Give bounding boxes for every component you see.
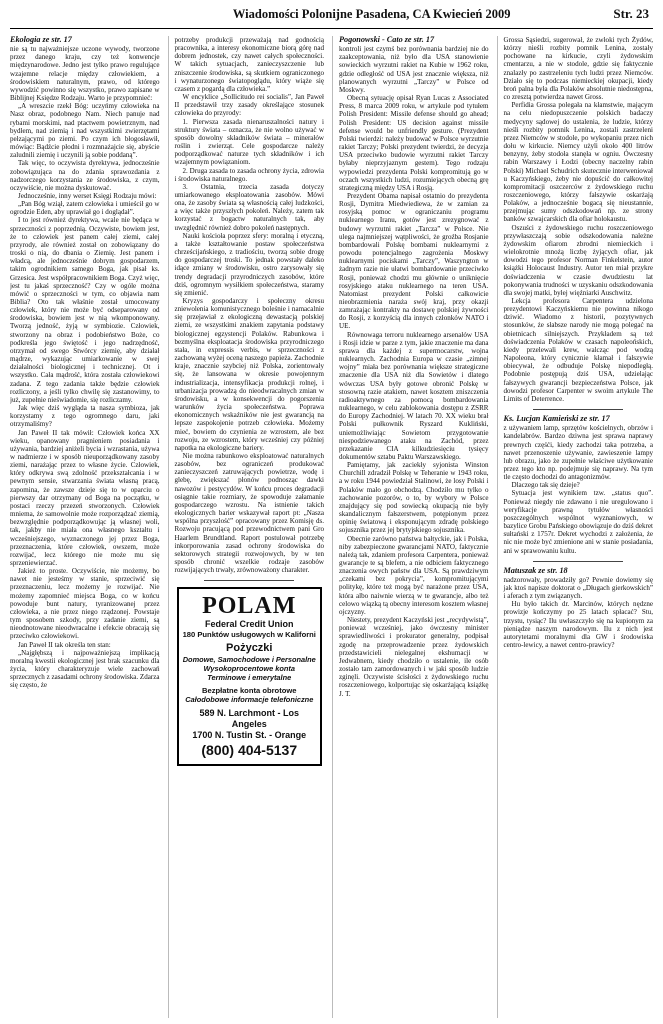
page-header — [10, 6, 653, 29]
ad-address: 589 N. Larchmont - Los Angeles — [199, 708, 300, 730]
article-title-pogonowski: Pogonowski - Cato ze str. 17 — [339, 36, 435, 44]
paragraph: z używaniem lamp, sprzętów kościelnych, obrzów i kandelabrów. Bardzo dziwna jest sprawa naprawy prewnych częśći, kiedy zachodzi taka potrzeba, a nawet przenoszenie używanie, zawieszenie lampy lub obrazu, jako że zupełnie właściwe użytkowanie przez tego kto np. podejmuje się naprawy. Na tym tle często dochodzi do antagonizmów. — [503, 424, 653, 482]
column-1 — [10, 36, 160, 1018]
paragraph: Jak więc dziś wygląda ta nasza symbioza, jak korzystamy z tego ogromnego daru, jaki otrzymaliśmy? — [10, 404, 160, 429]
ad-line: Całodobowe informacje telefoniczne — [185, 695, 314, 705]
ad-line: Domowe, Samochodowe i Personalne — [182, 654, 316, 664]
article-title-ekologia: Ekologia ze str. 17 — [10, 36, 72, 44]
separator — [204, 580, 294, 581]
paragraph: Jan Paweł II tak określa ten stan: — [18, 640, 111, 649]
paragraph: 2. Druga zasada to zasada ochrony życia, zdrowia i środowiska naturalnego. — [174, 166, 324, 183]
ad-line: Wysokoprocentowe konta — [203, 663, 295, 673]
page-number: Str. 23 — [613, 6, 649, 21]
paragraph: Obecną sytuację opisał Ryan Lucas z Associated Press, 8 marca 2009 roku, w artykule pod tytułem Polish President: Missile defense should go ahead; Polish President: US decision against missile defense would be unfriendly gesture. (Prezydent Polski twierdzi: należy budować w Polsce wyrzutnie rakiet Tarczy; Polski prezydent twierdzi, że decyzja USA przeciwko budowie wyrzutni rakiet Tarczy byłaby nieprzyjaznym gestem). Tego rodzaju wypowiedzi prezydenta Polski kompromitują go w oczach wszystkich ludzi, rozumiejących obecną grę strategiczną między USA i Rosją. — [339, 94, 489, 192]
paragraph: Oszuści z żydowskiego ruchu roszczeniowego przywłaszczają sobie odszkodowania należne żydowskim ofiarom zbrodni niemieckich i wielokrotnie mnożą liczbę żyjących ofiar, jak dowodzi tego profesor Norman Finkelstein, autor książki Holocaust Industry. Autor ten miał przykre doświadczenia w czasie dwudziestu lat pokonywania trudności w uzyskaniu odszkodowania dla swojej matki, byłej więźniarki Auschwitz. — [503, 223, 653, 297]
paragraph: Prezydent Obama napisał ostatnio do prezydenta Rosji, Dymitra Miedwiediewa, że w zamian za rosyjską pomoc w ograniczaniu programu nuklearnego Iranu, gotów jest zrezygnować z budowy wyrzutni rakiet „Tarcza” w Polsce. Nie ulega najmniejszej wątpliwości, że groźba Rosjanie bombardowali Polskę bombami nuklearnymi z powodu potencjalnego zagrożenia Moskwy nuklearnymi pociskami „Tarczy”, Waszyngton w żadnym razie nie ułatwi bombardowanie przeciwko Rosji, ponieważ chodzi mu głównie o uniknięcie rosyjskiego ataku nuklearnego na teren USA. Natomiast prezydent Polski całkowicie nieobrazmienia naraża swój kraj, przy okazji zamrażając kontrakty na dostawę polskiej żywności do Rosji, z korzyścią dla innych członków NATO i UE. — [339, 191, 489, 331]
paragraph: „Pan Bóg wziął, zatem człowieka i umieścił go w ogrodzie Eden, aby uprawiał go i doglądał”. — [10, 200, 160, 217]
separator — [533, 409, 623, 410]
paragraph: 1. Pierwsza zasada nienaruszalności natury i struktury świata – oznacza, że nie wolno używać w sposób dowolny składników świata – minerałów roślin i zwierząt. Cele gospodarcze należy podporządkować naturze tych składników i ich wzajemnym powiązaniom. — [174, 117, 324, 167]
paragraph: Grossa Sąsiedzi, sugerował, że zwłoki tych Żydów, którzy nieśli rozbity pomnik Lenina, zostały pochowane na kirkucie, czyli żydowskim cmentarzu, a nie w stodole, gdzie się faktycznie znalazły po zastrzeleniu tych ludzi przez Niemców. Działo się to podczas niemieckiej okupacji, kiedy broń palna była dla Polaków absolutnie niedostępna, co zresztą potwierdza nawet Gross. — [503, 36, 653, 102]
column-4 — [497, 36, 654, 1018]
paragraph: Tak więc, to oczywista dyrektywa, jednocześnie zobowiązująca na do zdania sprawozdania z nadzorczego korzystania ze środowiska, z czym, oczywiście, nie można dyskutować. — [10, 159, 160, 192]
paragraph: W encyklice „Sollicitudo rei socialis”, Jan Paweł II przedstawił trzy zasady określające stosunek człowieka do przyrody: — [174, 93, 324, 118]
article-title-matuszak: Matuszak ze str. 18 — [503, 565, 568, 575]
ad-line: Bezpłatne konta obrotowe — [201, 685, 297, 695]
paragraph: Dlaczego tak się dzieje? — [511, 481, 580, 490]
paragraph: nadzorowały, prowadziły go? Pewnie dowiemy się jak ktoś napisze doktorat o „Długach gierkowskich” i aferach z tym związanych. — [503, 575, 653, 601]
paragraph: potrzeby produkcji przeważają nad godnością pracownika, a interesy ekonomiczne biorą górę nad dobrem jednostek, czy nawet całych społeczności. W takich sytuacjach, zanieczyszczenie lub zniszczenie środowiska, są skutkiem ograniczonego i wynaturzonego światopoglądu, który wiąże się czasem z pogardą dla człowieka.” — [174, 36, 324, 93]
paragraph: „A wreszcie rzekł Bóg: uczyńmy człowieka na Nasz obraz, podobnego Nam. Niech panuje nad rybami morskimi, nad ptactwem powietrznym, nad bydłem, nad ziemią i nad wszystkimi zwierzętami pełzającymi po ziemi. Po czym ich błogosławił, mówiąc: Bądźcie płodni i rozmnażajcie się, abyście zaludnili ziemię i uczynili ją sobie poddaną”. — [10, 102, 160, 160]
ad-address: 1700 N. Tustin St. - Orange — [192, 730, 307, 741]
paragraph: nie są tu najważniejsze uczone wywody, tworzone przez danego kraju, czy też konwencje międzynarodowe. Jedno jest tylko prawo regulujące wzajemne relacje między człowiekiem, a środowiskiem naturalnym, prawo, od którego wywodzić powinno się wszystko, prawo zapisane w Biblijnej Księdze Rodzaju. Warto je przypomnieć: — [10, 45, 160, 103]
paragraph: Nauki kościoła poprzez sfery: moralną i etyczną, a także kształtowanie postaw społeczeństwa chrześcijańskiego, z tradiościu, tworzą sobie drogę do gospodarczej troski. To jednak powstały daleko idące zmiany w środowisku, ostro zarysowały się trendy degradacji przyrodniczych zasobów, które dziś, ogromnym wysiłkiem społeczeństwa, staramy się zmienić. — [174, 231, 324, 297]
paragraph: Nie można rabunkowo eksploatować naturalnych zasobów, bez ograniczeń produkować zanieczyszczeń zatruwających powietrze, wodę i glebę, zwiększać płonów podnosząc dawki nawozów i pestycydów. W końcu proces degradacji osiągnie takie rozmiary, że spowoduje załamanie gospodarczego wzrostu. Na istnienie takich ekologicznych barier wskazywał raport pt: „Nasza wspólna przyszłość” opracowany przez Komisję ds. Rozwoju pracującą pod przewodnictwem pani Gro Haarlem Brundtland. Raport postulował potrzebę inkorporowania zasad ochrony środowiska do sektorowych strategii rozwojowych, by w ten sposób chronić wszelkie rodzaje zasobów rozwijających trwały, zrównoważony charakter. — [174, 451, 324, 575]
column-3 — [332, 36, 489, 1018]
column-2 — [168, 36, 325, 1018]
paragraph: Pamiętamy, jak zaciekły syjonista Winston Churchill zdradził Polskę w Teheranie w 1943 roku, a w roku 1944 powiedział Stalinowi, że losy Polski i Polaków mało go obchodzą. Chodziło mu tylko o zachowanie pozorów, o to, by wybory w Polsce znajdujący się pod sowiecką okupacją nie były skandalicznym fałszerstwem, potępionym przez opinię światową i eksponującym zdradę polskiego sojusznika przez jej brytyjskiego sojusznika. — [339, 461, 489, 535]
paragraph: Kryzys gospodarczy i społeczny okresu zniewolenia komunistycznego boleśnie i namacalnie się przejawiał z ekologiczną dewastacją polskiej ziemi, ze wszystkimi znakiem zapytania podstawy biologicznej egzystencji Polaków. Rabunkowa i bezmyślna eksploatacja środowiska przyrodniczego stała, in expressis verbis, w sprzeczności z zachowaną wyżej oceną naszego papieża. Zachodnie kraje, znacznie szybciej niż Polska, zorientowały się, że lansowana w okresie powojennym industrializacja, intensyfikacja produkcji rolnej, i urbanizacja prowadzą do nieodwracalnych zmian w środowisku, a w konsekwencji do pogorszenia warunków życia społeczeństwa. Poprawa ekonomicznych wskaźników nie jest gwarancją na lepsze zaspokojenie potrzeb człowieka. Możemy mieć, bowiem do czynienia ze wzrostem, ale bez rozwoju, ze wzrostem, który wcześniej czy później napotka na ekologiczne bariery. — [174, 297, 324, 452]
ad-phone: (800) 404-5137 — [201, 742, 298, 759]
paragraph: Jednocześnie, inny werset Księgi Rodzaju mówi: — [18, 191, 157, 200]
ad-product: Pożyczki — [226, 641, 273, 654]
paragraph: Lekcja profesora Carpentera udzielona prezydentowi Kaczyńskiemu nie powinna nikogo dziwić. Wiadomo z historii, pozytywnych stosunków, że słabsze narody nie mogą polegać na obietnicach silniejszych. Przykładem są też doświadczenia Polaków w czasach napoleońskich, kiedy przelewali krew, walcząc pod wodzą Napoleona, który cynicznie kłamał i fałszywie obiecywał, że odbuduje Polskę niepodległą. Podobnie postępują dziś USA, udzielając fałszywych gwarancji bezpieczeństwa Polsce, jak dowodzi profesor Carpenter w swoim artykule The Limits of Deterrence. — [503, 297, 653, 403]
paragraph: Perfidia Grossa polegała na kłamstwie, mającym na celu niedopuszczenie polskich badaczy medycyny sądowej do ustalenia, że ludzie, którzy nieśli rozbity pomnik Lenina, zostali zastrzeleni przez Niemców w stodole, po wykopaniu przez nich dołu w kirkucie. Niemcy użyli około 400 litrów benzyny, żeby stodoła stanęła w ogniu. Ówczesny rabin Warszawy i Łodzi (obecny naczelny rabin Polski) Michael Schudrich skutecznie interweniował u Kaczyńskiego, żeby nie dopuścić do całkowitej kompromitacji oszczerców z żydowskiego ruchu roszczeniowego, którzy fałszywie oskarżają Polaków, a jednocześnie bogacą się nieustannie, przejmując sumy odszkodowań np. ze strony banków szwajcarskich dla ofiar holokaustu. — [503, 101, 653, 224]
paragraph: 3. Ostatnia, trzecia zasada dotyczy umiarkowanego eksploatowania zasobów. Mówi ona, że zasoby świata są własnością całej ludzkości, a więc także przyszłych pokoleń. Należy, zatem tak korzystać z bogactw naturalnych tak, aby uwzględnić również dobro pokoleń następnych. — [174, 182, 324, 232]
paragraph: Hu było takich dr. Marcinów, których nędzne prowizje kończymy po 25 latach spłacać? Stu, trzystu, tysiąc? Ilu uwłaszczyło się na kupionym za pieniądze naszym narodowym. Ilu z nich jest autorytetami moralnymi dla GW i środowiska centro-lewicy, a nawet centro-prawicy? — [503, 600, 653, 650]
paragraph: Jakież to proste. Oczywiście, nie możemy, bo nawet nie jesteśmy w stanie, sprzeciwić się przeznaczeniu, lecz możemy je rozwijać. Nie możemy zapomnieć miejsca Boga, co w końcu powoduje bunt natury, tyranizowanej przez człowieka, a nie przez niego rządzonej. Powstaje tym sposobem szkody, przy zadanie ziemi, są nieodnotowane nieodwracalne i efekcie obracają się przeciwko człowiekowi. — [10, 567, 160, 641]
ad-subtitle: Federal Credit Union — [204, 619, 294, 630]
paragraph: Sytuacja jest wynikiem tzw. „status quo”. Ponieważ niegdy nie zdawano i nie uregulowano i weryfikacje prawną tytułów własności poszczególnych wspólnot wyznaniowych, w bazylice Grobu Pańskiego obowiązuje do dziś dekret sułtański z 1757r. Dekret wychodzi z założenia, że nic nie może być zmienione ani w stanie posiadania, ani w sprawowaniu kultu. — [503, 489, 653, 555]
ad-name: POLAM — [202, 593, 297, 620]
ad-branches: 180 Punktów usługowych w Kaliforni — [182, 630, 316, 640]
paragraph: Niestety, prezydent Kaczyński jest „recydywistą”, ponieważ wcześniej, jako ówczesny minister sprawiedliwości i prokurator generalny, podpisał zgodę na przeprowadzenie przez żydowskich przedstawicieli nielegalnej ekshumacji w Jedwabnem, kiedy chodziło o ustalenie, ile osób zostało tam zamordowanych i w jaki sposób ludzie zginęli. Oczywiste ścisłości z żydowskiego ruchu roszczeniowego, kolportując się oskarżającą książkę J. T. — [339, 616, 489, 698]
paragraph: „Najgłębszą i najpoważniejszą implikacją moralną kwestii ekologicznej jest brak szacunku dla życia, który charakteryzuje wiele zachowań sprzecznych z zasadami ochrony środowiska. Zdarza się często, że — [10, 648, 160, 690]
masthead: Wiadomości Polonijne Pasadena, CA Kwiecień 2009 — [232, 7, 511, 21]
paragraph: kontroli jest czymś bez porównania bardziej nie do zaakceptowania, niż było dla USA stanowienie sowieckich wyrzutni rakiet na Kubie w 1962 roku, gdzie odległość od USA jest znacznie większa, niż planowanych wyrzutni „Tarczy” w Polsce od Moskwy. — [339, 45, 489, 94]
paragraph: Obecnie zarówno państwa bałtyckie, jak i Polska, niby zabezpieczone gwarancjami NATO, faktycznie należą tak, zdaniem profesora Carpentera, ponieważ gwarancje te są blefem, a nie odbiciem faktycznego znaczenia owych państw dla USA. Są prawdziwym „czekami bez pokrycia”, kompromitującymi politykę, które też mogą być narażone przez USA, która albo naiwnie wierzą w te gwarancje, albo też celowo wiązką tą obecny interesom kosztem własnej ojczyzny. — [339, 534, 489, 616]
article-title-kaminski: Ks. Lucjan Kamieński ze str. 17 — [503, 414, 610, 424]
paragraph: I to jest również dyrektywa, wcale nie będąca w sprzeczności z poprzednią. Oczywiste, bowiem jest, że to człowiek jest panem całej ziemi, całej przyrody, ale również został on zobowiązany do troski o nią, do dbania o Ziemię. Jest panem i władcą, ale jednocześnie dobrym gospodarzem, takim ogrodnikiem samego Boga, jak pisał ks. Grzesica. Jest współpracownikiem Boga. Czyż więc, jest tu jakaś sprzeczność? Czy w ogóle można mówić o sprzeczności w tym, co objawia nam Biblia? Oto tak właśnie został umocowany człowiek, który nie może być odseparowany od środowiska, bowiem jest w nią wkomponowany. Tworzą jedność, żyją w symbiozie. Człowiek, stworzony na obraz i podobieństwo Boże, co podkreśla jego świętość i jego nadrzędność, otrzymał od swego Stwórcy ziemię, aby działał mądrze, wykazując umiarkowanie w swej działalności biologicznej i technicznej. Ot i wszystko. Cała mądrość, która została człowiekowi zadana. Z tego zadania także będzie człowiek rozliczony, a jeśli tylko chwilę się zastanowimy, to już, zupełnie nieświadomie, się rozliczamy. — [10, 216, 160, 404]
ad-line: Terminowe i emerytalne — [207, 672, 292, 682]
paragraph: Jan Paweł II tak mówił: Człowiek końca XX wieku, opanowany pragnieniem posiadania i używania, bardziej aniżeli bycia i wzrastania, używa w nadmierze i w sposób nieuporządkowany zasoby ziemi, narażając przez to własne życie. Człowiek, który odkrywa swą zdolność przekształcania i w pewnym sensie, stwarzania świata własną pracą, zapomina, że zawsze dzieje się to w oparciu o pierwszy dar otrzymany od Boga na początku, w postaci rzeczy przezeń stworzonych. Człowiek mniema, że samowolnie może rozporządzać ziemią, bezwzględnie podporządkowując ją własnej woli, tak, jakby nie miała ona własnego kształtu i wcześniejszego, wyznaczonego jej przez Boga, przeznaczenia, które człowiek, owszem, może rozwijać, lecz którego nie może mu się sprzeniewierzać. — [10, 428, 160, 567]
separator — [533, 561, 623, 562]
columns — [10, 36, 653, 1018]
polam-advertisement — [177, 587, 323, 766]
paragraph: Równowaga terroru nuklearnego arsenałów USA i Rosji idzie w parze z tym, jakie znaczenie ma dana sprawa dla każdej z supermocarstw, wojna nuklearnych. Zachodnia Europa w czasie „zimnej wojny” miała bez porównania większe strategiczne znaczenie dla USA niż dla Sowietów i dlatego wówczas USA były gotowe obronić Polskę w stosowną razie atakiem, nawet kosztem zniszczenia radioaktywnego za pomocą bombardowania nuklearnego, w celu zablokowania dostępu z ZSRR do Europy Zachodniej. W latach 70. XX wieku brał Polski pułkownik Ryszard Kukliński, uniemożliwiając Sowietom przygotowanie niespodziewanego ataku na Zachód, przez przekazanie CIA kilkudziesięciu tysięcy dokumentów sztabu Paktu Warszawskiego. — [339, 330, 489, 461]
